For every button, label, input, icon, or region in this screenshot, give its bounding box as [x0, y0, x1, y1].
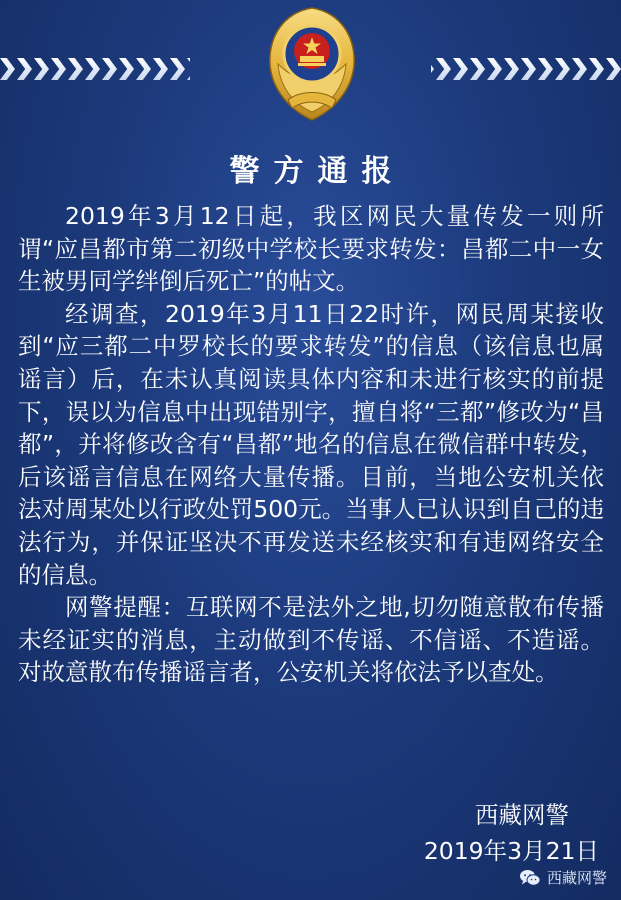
notice-paragraph: 经调查，2019年3月11日22时许，网民周某接收到“应三都二中罗校长的要求转发”的信息（该信息也属谣言）后，在未认真阅读具体内容和未进行核实的前提下，误以为信息中出现错别字，擅自将“三都”修改为“昌都”，并将修改含有“昌都”地名的信息在微信群中转发，后该谣言信息在网络大量传播。目前，当地公安机关依法对周某处以行政处罚500元。当事人已认识到自己的违法行为，并保证坚决不再发送未经核实和有违网络安全的信息。 — [18, 299, 604, 589]
decorative-chevron-band-right — [431, 58, 621, 80]
notice-body — [18, 200, 604, 689]
police-emblem-icon — [258, 4, 366, 124]
decorative-chevron-band-left — [0, 58, 190, 80]
notice-paragraph: 网警提醒：互联网不是法外之地,切勿随意散布传播未经证实的消息，主动做到不传谣、不信谣、不造谣。对故意散布传播谣言者，公安机关将依法予以查处。 — [18, 593, 604, 687]
watermark-text: 西藏网警 — [546, 869, 607, 887]
wechat-icon — [519, 869, 541, 887]
signature-date: 2019年3月21日 — [423, 837, 599, 865]
notice-signature — [359, 797, 599, 869]
wechat-watermark — [519, 867, 607, 888]
signature-org: 西藏网警 — [475, 801, 569, 829]
notice-paragraph: 2019年3月12日起，我区网民大量传发一则所谓“应昌都市第二初级中学校长要求转发：昌都二中一女生被男同学绊倒后死亡”的帖文。 — [18, 202, 604, 296]
notice-title: 警方通报 — [229, 154, 406, 189]
